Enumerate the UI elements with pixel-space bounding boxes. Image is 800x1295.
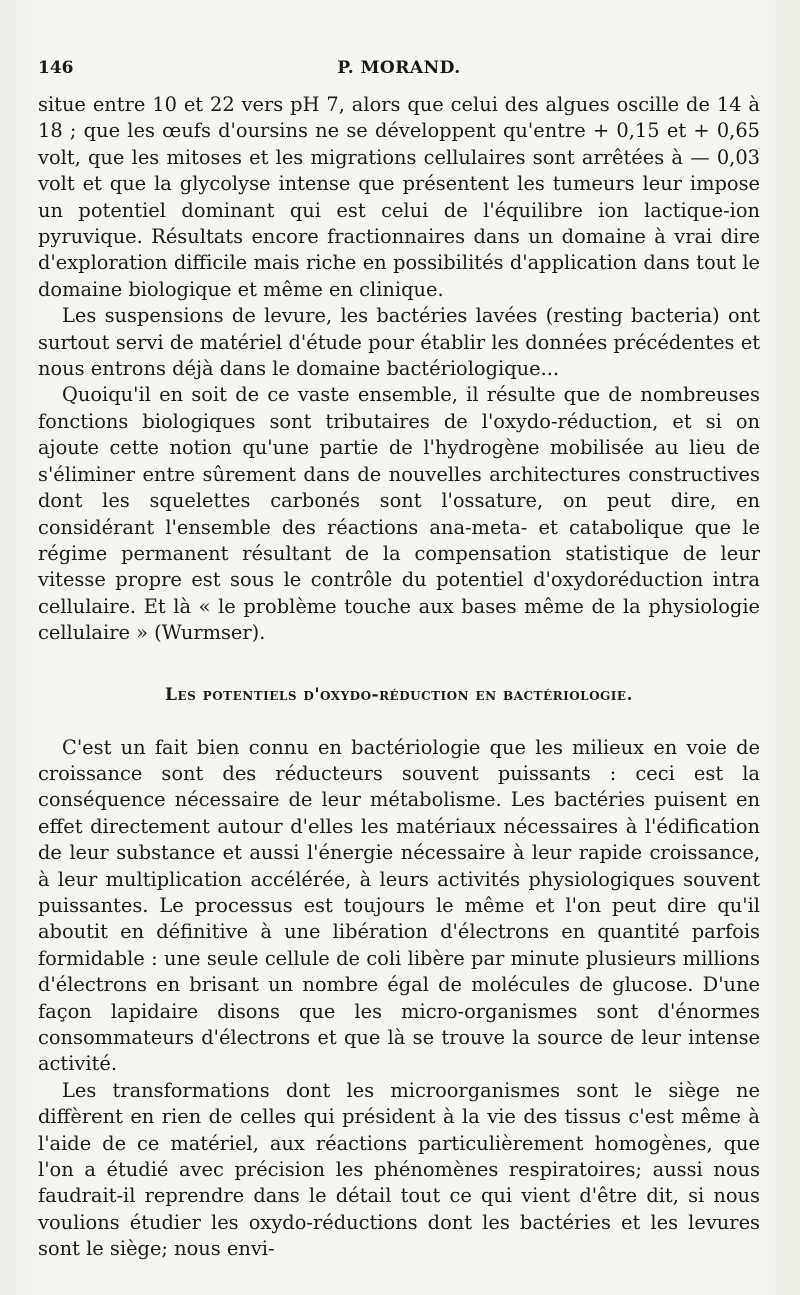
paragraph: C'est un fait bien connu en bactériologie que les milieux en voie de croissance sont des réducteurs souvent puissants : ceci est la conséquence nécessaire de leur métabolisme. Les bactéries puisent en effet directement autour d'elles les matériaux nécessaires à l'édification de leur substance et aussi l'énergie nécessaire à leur rapide croissance, à leur multiplication accélérée, à leurs activités physiologiques souvent puissantes. Le processus est toujours le même et l'on peut dire qu'il aboutit en définitive à une libération d'électrons en quantité parfois formidable : une seule cellule de coli libère par minute plusieurs millions d'électrons en brisant un nombre égal de molécules de glucose. D'une façon lapidaire disons que les micro-organismes sont d'énormes consommateurs d'électrons et que là se trouve la source de leur intense activité. <box>38 735 760 1076</box>
page-number: 146 <box>38 58 74 78</box>
section-heading <box>38 685 760 705</box>
paragraph: Quoiqu'il en soit de ce vaste ensemble, il résulte que de nombreuses fonctions biologiques sont tributaires de l'oxydo-réduction, et si on ajoute cette notion qu'une partie de l'hydrogène mobilisée au lieu de s'éliminer entre sûrement dans de nouvelles architectures constructives dont les squelettes carbonés sont l'ossature, on peut dire, en considérant l'ensemble des réactions ana-meta- et catabolique que le régime permanent résultant de la compensation statistique de leur vitesse propre est sous le contrôle du potentiel d'oxydoréduction intra cellulaire. Et là « le problème touche aux bases même de la physiologie cellulaire » (Wurmser). <box>38 383 760 645</box>
section-heading-text: Les potentiels d'oxydo-réduction en bactériologie. <box>165 684 633 705</box>
paragraph-continued: situe entre 10 et 22 vers pH 7, alors que celui des algues oscille de 14 à 18 ; que les œufs d'oursins ne se développent qu'entre + 0,15 et + 0,65 volt, que les mitoses et les migrations cellulaires sont arrêtées à — 0,03 volt et que la glycolyse intense que présentent les tumeurs leur impose un potentiel dominant qui est celui de l'équilibre ion lactique-ion pyruvique. Résultats encore fractionnaires dans un domaine à vrai dire d'exploration difficile mais riche en possibilités d'application dans tout le domaine biologique et même en clinique. <box>38 93 760 301</box>
paragraph: Les suspensions de levure, les bactéries lavées (resting bacteria) ont surtout servi de matériel d'étude pour établir les données précédentes et nous entrons déjà dans le domaine bactériologique... <box>38 304 760 381</box>
body-text <box>38 92 760 1263</box>
running-title: P. MORAND. <box>337 58 461 78</box>
running-head <box>38 52 760 82</box>
paragraph: Les transformations dont les microorganismes sont le siège ne diffèrent en rien de celles qui président à la vie des tissus c'est même à l'aide de ce matériel, aux réactions particulièrement homogènes, que l'on a étudié avec précision les phénomènes respiratoires; aussi nous faudrait-il reprendre dans le détail tout ce qui vient d'être dit, si nous voulions étudier les oxydo-réductions dont les bactéries et les levures sont le siège; nous envi- <box>38 1078 760 1261</box>
